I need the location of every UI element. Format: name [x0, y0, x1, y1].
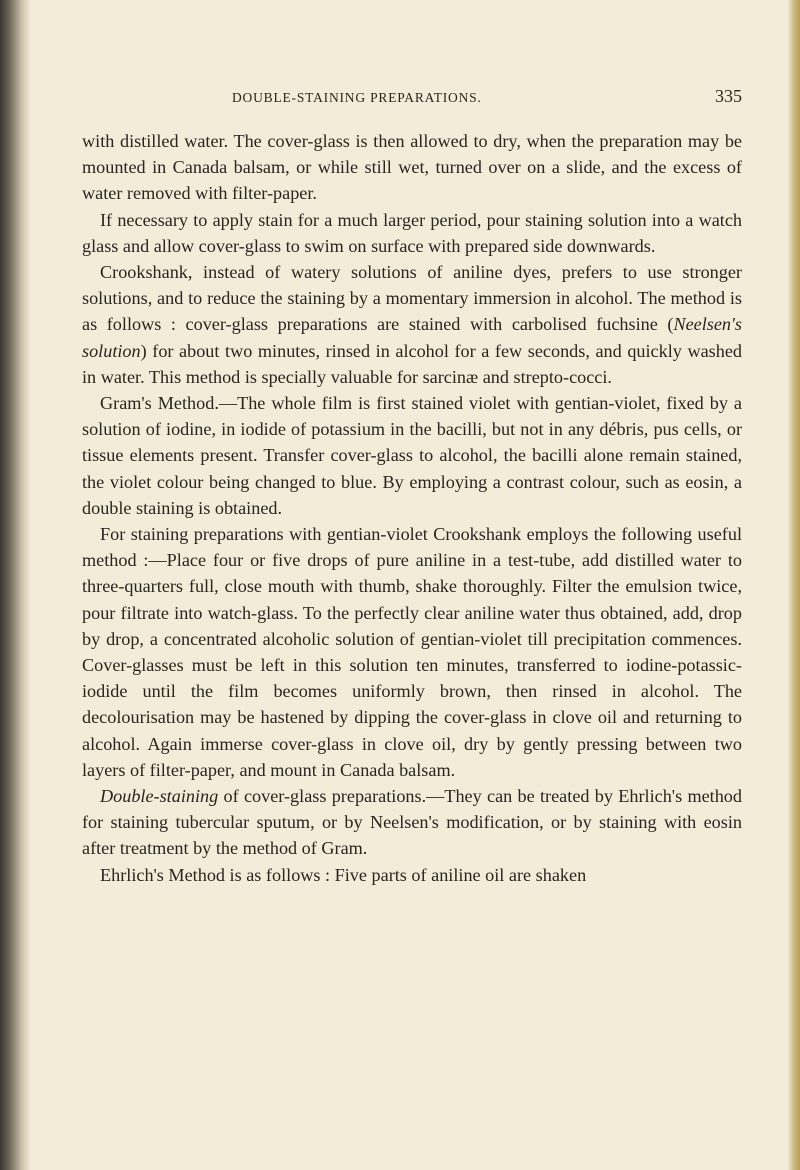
page-number: 335 [715, 86, 742, 106]
book-binding-shadow [0, 0, 30, 1170]
paragraph-6 [82, 783, 742, 862]
paragraph-7: Ehrlich's Method is as follows : Five parts of aniline oil are shaken [100, 864, 587, 885]
paragraph-3 [82, 259, 742, 390]
paragraph-1: with distilled water. The cover-glass is then allowed to dry, when the preparation may be mounted in Canada balsam, or while still wet, turned over on a slide, and the excess of water removed with filter-paper. [82, 131, 742, 204]
paragraph-4: Gram's Method.—The whole film is first stained violet with gentian-violet, fixed by a solution of iodine, in iodide of potassium in the bacilli, but not in any débris, pus cells, or tissue elements present. Transfer cover-glass to alcohol, the bacilli alone remain stained, the violet colour being changed to blue. By employing a contrast colour, such as eosin, a double staining is obtained. [82, 393, 742, 518]
running-head [82, 86, 742, 108]
neelsens-solution-italic: Neelsen's solution [82, 314, 742, 361]
double-staining-italic: Double-staining [100, 786, 219, 807]
paragraph-5: For staining preparations with gentian-violet Crookshank employs the following useful method :—Place four or five drops of pure aniline in a test-tube, add distilled water to three-quarters full, close mouth with thumb, shake thoroughly. Filter the emulsion twice, pour filtrate into watch-glass. To the perfectly clear aniline water thus obtained, add, drop by drop, a concentrated alcoholic solution of gentian-violet till precipitation commences. Cover-glasses must be left in this solution ten minutes, transferred to iodine-potassic-iodide until the film becomes uniformly brown, then rinsed in alcohol. The decolourisation may be hastened by dipping the cover-glass in clove oil and returning to alcohol. Again immerse cover-glass in clove oil, dry by gently pressing between two layers of filter-paper, and mount in Canada balsam. [82, 524, 742, 780]
paragraph-2: If necessary to apply stain for a much larger period, pour staining solution into a watch glass and allow cover-glass to swim on surface with prepared side downwards. [82, 209, 742, 256]
page-edge-right [788, 0, 800, 1170]
paragraph-6-text: of cover-glass preparations.—They can be treated by Ehrlich's method for staining tubercular sputum, or by Neelsen's modification, or by staining with eosin after treatment by the method of Gram. [82, 786, 742, 859]
running-title: DOUBLE-STAINING PREPARATIONS. [232, 90, 482, 105]
body-text [82, 128, 742, 888]
paragraph-3-text-b: ) for about two minutes, rinsed in alcohol for a few seconds, and quickly washed in water. This method is specially valuable for sarcinæ and strepto-cocci. [82, 340, 742, 387]
paragraph-3-text-a: Crookshank, instead of watery solutions of aniline dyes, prefers to use stronger solutions, and to reduce the staining by a momentary immersion in alcohol. The method is as follows : cover-glass preparations are stained with carbolised fuchsine ( [82, 262, 742, 335]
